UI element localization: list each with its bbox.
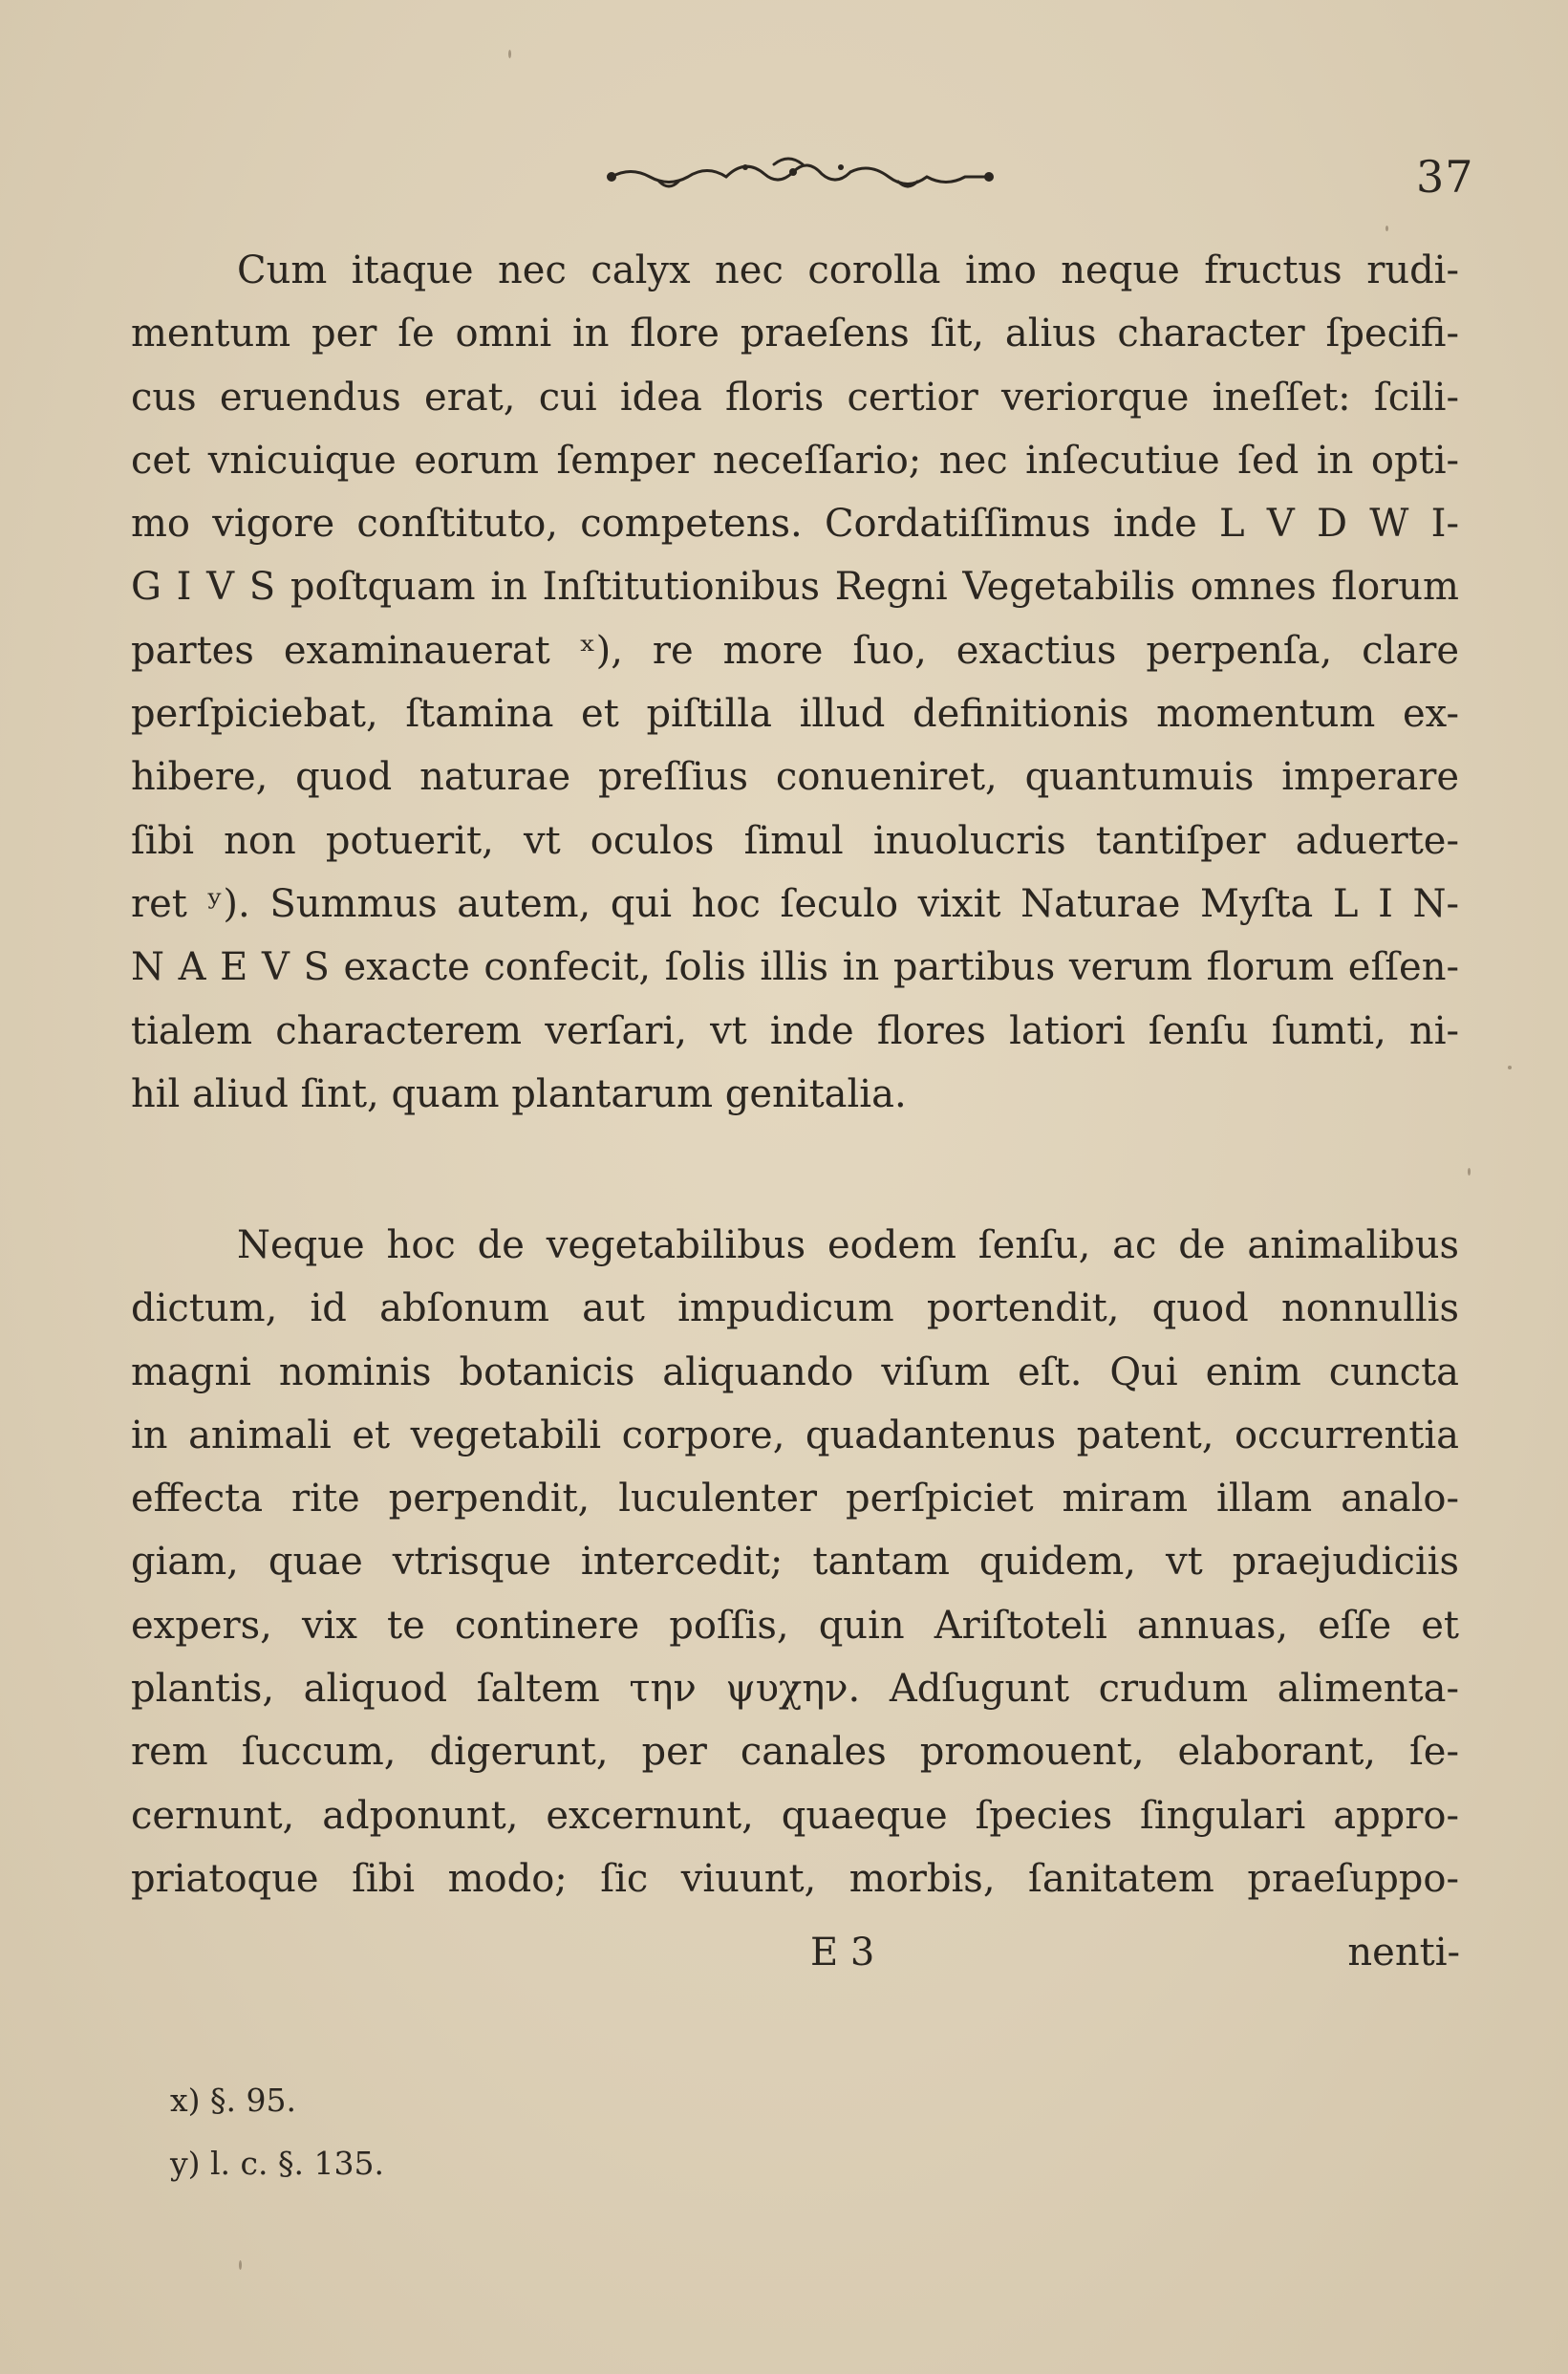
text-line: cet vnicuique eorum ſemper neceſſario; nec inſecutiue ſed in opti- (131, 438, 1459, 483)
text-line: partes examinauerat ˣ), re more ſuo, exactius perpenſa, clare (131, 628, 1459, 673)
text-line: cernunt, adponunt, excernunt, quaeque ſpecies ſingulari appro- (131, 1793, 1459, 1838)
text-line: hibere, quod naturae preſſius conueniret, quantumuis imperare (131, 755, 1459, 800)
paragraph-2 (131, 1214, 1459, 1910)
text-line: tialem characterem verſari, vt inde flores latiori ſenſu ſumti, ni- (131, 1008, 1459, 1053)
catchword: nenti- (1347, 1931, 1460, 1975)
text-line: mo vigore conſtituto, competens. Cordatiſſimus inde L V D W I- (131, 502, 1459, 547)
text-line: N A E V S exacte confecit, ſolis illis in partibus verum florum eſſen- (131, 945, 1459, 990)
text-line: expers, vix te continere poſſis, quin Ariſtoteli annuas, eſſe et (131, 1603, 1459, 1648)
text-line: giam, quae vtrisque intercedit; tantam quidem, vt praejudiciis (131, 1540, 1459, 1585)
paper-speck (1508, 1066, 1512, 1069)
text-line: in animali et vegetabili corpore, quadantenus patent, occurrentia (131, 1413, 1459, 1457)
text-line: ſibi non potuerit, vt oculos ſimul inuolucris tantiſper aduerte- (131, 818, 1459, 863)
header-ornament-icon (602, 153, 1003, 201)
text-line: effecta rite perpendit, luculenter perſpiciet miram illam analo- (131, 1477, 1459, 1522)
paragraph-1 (131, 239, 1459, 1126)
text-line: rem ſuccum, digerunt, per canales promouent, elaborant, ſe- (131, 1730, 1459, 1775)
paper-speck (1385, 226, 1388, 231)
paper-speck (1468, 1168, 1471, 1176)
text-line: cus eruendus erat, cui idea floris certior veriorque ineſſet: ſcili- (131, 375, 1459, 420)
text-line: plantis, aliquod ſaltem την ψυχην. Adſugunt crudum alimenta- (131, 1667, 1459, 1712)
text-line: ret ʸ). Summus autem, qui hoc ſeculo vixit Naturae Myſta L I N- (131, 881, 1459, 926)
page-number: 37 (1416, 151, 1474, 203)
footnotes (170, 2069, 384, 2195)
text-line: mentum per ſe omni in flore praeſens ſit, alius character ſpecifi- (131, 312, 1459, 356)
footnote-x: x) §. 95. (170, 2082, 296, 2119)
footnote-y: y) l. c. §. 135. (170, 2145, 384, 2182)
text-line: priatoque ſibi modo; ſic viuunt, morbis, ſanitatem praeſuppo- (131, 1856, 1459, 1901)
text-line: G I V S poſtquam in Inſtitutionibus Regni Vegetabilis omnes florum (131, 565, 1459, 610)
text-line: Neque hoc de vegetabilibus eodem ſenſu, ac de animalibus (237, 1223, 1459, 1267)
text-line: dictum, id abſonum aut impudicum portendit, quod nonnullis (131, 1286, 1459, 1331)
signature-mark: E 3 (810, 1931, 875, 1975)
text-line: Cum itaque nec calyx nec corolla imo neque fructus rudi- (237, 248, 1459, 292)
text-line: perſpiciebat, ſtamina et piſtilla illud definitionis momentum ex- (131, 692, 1459, 737)
paper-speck (239, 2260, 242, 2270)
text-line: magni nominis botanicis aliquando viſum eſt. Qui enim cuncta (131, 1349, 1459, 1394)
text-line: hil aliud ſint, quam plantarum genitalia. (131, 1071, 907, 1116)
paper-speck (508, 50, 511, 58)
